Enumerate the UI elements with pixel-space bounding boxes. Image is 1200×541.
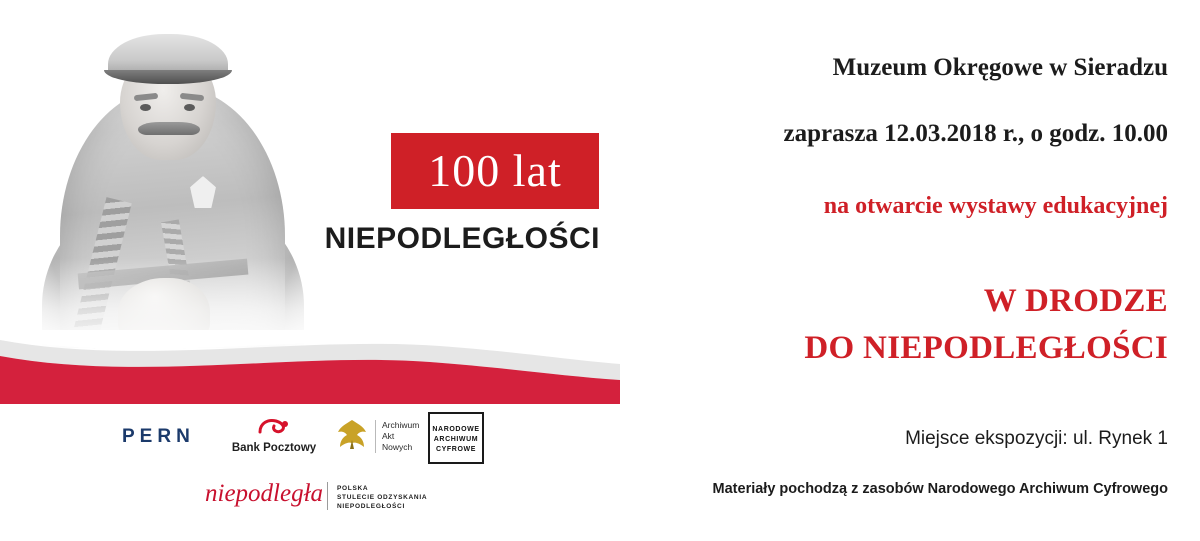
museum-name: Muzeum Okręgowe w Sieradzu xyxy=(832,54,1168,81)
flag-wave-graphic xyxy=(0,330,620,404)
pilsudski-portrait-image xyxy=(22,8,322,348)
aan-line-2: Akt xyxy=(382,431,395,441)
exhibition-opening-text: na otwarcie wystawy edukacyjnej xyxy=(823,193,1168,219)
logo-niepodlegla xyxy=(205,478,435,520)
logo-niepodlegla-divider xyxy=(327,482,328,510)
portrait-moustache xyxy=(138,122,200,135)
logo-bank-pocztowy-text: Bank Pocztowy xyxy=(231,442,317,454)
exhibition-location: Miejsce ekspozycji: ul. Rynek 1 xyxy=(905,428,1168,449)
post-horn-icon xyxy=(257,416,291,438)
logo-pern xyxy=(122,426,195,448)
portrait-eye-right xyxy=(184,104,195,111)
anniversary-badge xyxy=(391,133,599,209)
exhibition-title-line-2: DO NIEPODLEGŁOŚCI xyxy=(804,330,1168,366)
logo-archiwum-akt-nowych xyxy=(333,414,443,462)
nac-line-2: ARCHIWUM xyxy=(433,436,479,443)
aan-line-1: Archiwum xyxy=(382,420,420,430)
sponsor-logos-row xyxy=(0,404,620,474)
anniversary-subtitle: NIEPODLEGŁOŚCI xyxy=(324,222,600,255)
niepodlegla-caption-line-1: POLSKA xyxy=(337,485,369,492)
logo-niepodlegla-script: niepodległa xyxy=(205,480,324,507)
logo-pern-text: PERN xyxy=(122,426,195,447)
logo-narodowe-archiwum-cyfrowe xyxy=(428,412,484,464)
portrait-eye-left xyxy=(140,104,151,111)
logo-archiwum-akt-nowych-text xyxy=(375,420,419,453)
logo-bank-pocztowy xyxy=(228,416,320,454)
anniversary-badge-text: 100 lat xyxy=(428,145,562,196)
nac-line-3: CYFROWE xyxy=(436,446,476,453)
eagle-crest-icon xyxy=(333,416,371,456)
niepodlegla-caption-line-3: NIEPODLEGŁOŚCI xyxy=(337,503,405,510)
nac-line-1: NARODOWE xyxy=(432,426,480,433)
aan-line-3: Nowych xyxy=(382,442,413,452)
logo-nac-text xyxy=(430,425,482,455)
niepodlegla-caption-line-2: STULECIE ODZYSKANIA xyxy=(337,494,428,501)
invitation-date: zaprasza 12.03.2018 r., o godz. 10.00 xyxy=(783,120,1168,147)
logo-niepodlegla-caption xyxy=(337,484,427,511)
materials-source-note: Materiały pochodzą z zasobów Narodowego Archiwum Cyfrowego xyxy=(712,481,1168,497)
exhibition-title xyxy=(804,278,1168,372)
poster-right-panel xyxy=(620,0,1200,541)
exhibition-title-line-1: W DRODZE xyxy=(983,283,1168,319)
